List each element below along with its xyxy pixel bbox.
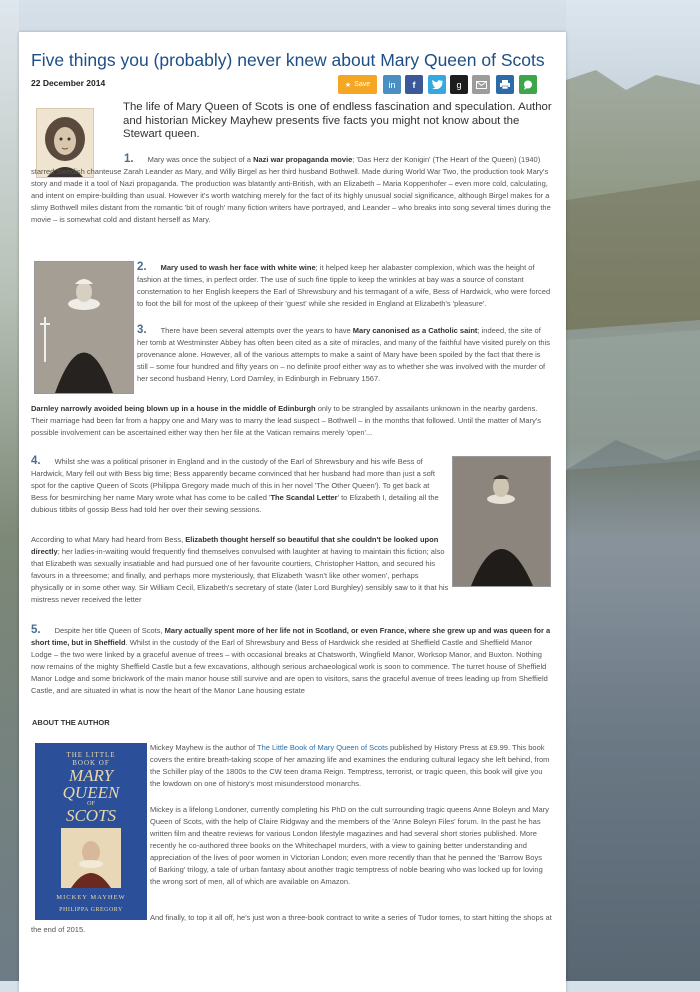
about-paragraph-3	[31, 912, 553, 936]
about-paragraph-1	[150, 742, 550, 790]
portrait-engraving	[453, 457, 550, 586]
fact-text: ' to Elizabeth I, detailing all the dubious titbits of gossip Bess had told her over their sewing sessions.	[31, 493, 439, 514]
chat-icon	[523, 80, 533, 90]
email-icon	[476, 81, 487, 89]
book-cover-line: SCOTS	[65, 806, 117, 825]
fact-highlight: Nazi war propaganda movie	[253, 155, 353, 164]
book-cover-author: MICKEY MAYHEW	[56, 894, 126, 901]
fact-text: ; 'Das Herz der Konigin' (The Heart of the Queen) (1940) starred Swedish chanteuse Zarah Leander as Mary, and Willy Birgel as her third husband Bothwell. Made during World War Two, the production took Mary's story and made it a tool of Nazi propaganda. The production was blatantly anti-British, with an Elizabeth – Maria Koppenhofer – even more cold, calculating, and intent on empire-building than usual. However it's worth watching merely for the fact of its highly unusual social significance, although Birgel makes for a slimy Bothwell miles distant from the romantic 'bit of rough' many fiction writers have portrayed, and Leander – who breaks into song several times during the movie – is somewhat cold and distant herself as Mary.	[31, 155, 551, 224]
email-share-button[interactable]	[472, 75, 490, 94]
comment-button[interactable]	[519, 75, 537, 94]
save-label: Save	[354, 81, 371, 88]
book-cover-line: OF	[87, 801, 95, 807]
fact-2	[137, 261, 553, 310]
fact-4	[31, 455, 443, 516]
fact-highlight: The Scandal Letter	[270, 493, 338, 502]
article-title: Five things you (probably) never knew about Mary Queen of Scots	[31, 50, 545, 70]
mary-seated-portrait-image	[452, 456, 551, 587]
fact-highlight: Elizabeth thought herself so beautiful that she couldn't be looked upon directly	[31, 535, 439, 556]
fact-text: Whilst she was a political prisoner in England and in the custody of the Earl of Shrewsbury and his wife Bess of Hardwick, Mary fell out with Bess big time; Bess apparently became convinced that her husband had more than just a soft spot for the captive Queen of Scots (Philippa Gregory made much of this in her novel 'The Other Queen'). To get back at Bess for besmirching her name Mary wrote what has come to be called '	[31, 457, 435, 502]
about-paragraph-2	[150, 804, 550, 888]
fact-number: 4.	[31, 455, 41, 467]
book-cover-image	[35, 743, 147, 920]
twitter-icon	[432, 80, 443, 89]
fact-1	[31, 153, 553, 226]
fact-text: ; it helped keep her alabaster complexion, which was the height of fashion at the times, in perfect order. The use of such fine tipple to keep the wrinkles at bay was a source of constant consternation to her English keepers the Earl of Shrewsbury and his termagant of a wife, Bess of Hardwick, who were forced to foot the bill for most of the upkeep of their 'guest' while she resided in England at Elizabeth's 'pleasure'.	[137, 263, 551, 308]
article-intro: The life of Mary Queen of Scots is one of endless fascination and speculation. Author and historian Mickey Mayhew presents five facts you might not know about the Stewart queen.	[123, 101, 552, 140]
fact-highlight: Mary used to wash her face with white wine	[160, 263, 316, 272]
fact-number: 3.	[137, 324, 147, 336]
fact-text: . Whilst in the custody of the Earl of Shrewsbury and Bess of Hardwick she resided at Sheffield Castle and Sheffield Manor Lodge – the two were linked by a graceful avenue of trees – with occasional breaks at Chatsworth, Wingfield Manor, Worksop Manor, and Buxton. Nothing now remains of the mighty Sheffield Castle but a few excavations, although serious archaeological work is soon to commence. The turret house of Sheffield Manor Lodge and some brickwork of the main manor house still survive and are open to visitors, sans the graceful avenue of trees leading up from Sheffield Castle, and are situated in what is now the heart of the Manor Lane housing estate	[31, 638, 548, 695]
fact-text: ; her ladies-in-waiting would frequently find themselves convulsed with laughter at having to maintain this fiction; also that Elizabeth was sexually insatiable and had pursued one of her favourite courtiers, Christopher Hatton, and secured his favours in a threesome; and finally, and perhaps more mysteriously, that Elizabeth 'wasn't like other women', perhaps physically or in some other way. Sir William Cecil, Elizabeth's secretary of state (later Lord Burghley) sensibly saw to it that his mistress never received the letter	[31, 547, 449, 604]
google-plus-share-button[interactable]	[450, 75, 468, 94]
landscape-art	[566, 0, 700, 981]
mary-white-ruff-portrait-image	[34, 261, 134, 394]
fact-highlight: Mary actually spent more of her life not in Scotland, or even France, where she grew up and was queen for a short time, but in Sheffield	[31, 626, 551, 647]
fact-text: According to what Mary had heard from Bess,	[31, 535, 186, 544]
print-button[interactable]	[496, 75, 514, 94]
fact-number: 1.	[124, 153, 134, 165]
linkedin-icon: in	[388, 79, 396, 90]
about-text: Mickey Mayhew is the author of	[150, 743, 257, 752]
fact-text: ; indeed, the site of her tomb at Westminster Abbey has often been cited as a site of miracles, and many of the faithful have visited purely on this provenance alone. However, all of the various attempts to make a saint of Mary have been spoiled by the fact that there is still – some four hundred and fifty years on – no definite proof either way as to whether she was involved with the murder of her second husband Henry, Lord Darnley, in Edinburgh in February 1567.	[137, 326, 550, 383]
book-cover-line: MARY	[68, 766, 114, 785]
book-cover-line: BOOK OF	[72, 759, 110, 767]
fact-highlight: Darnley narrowly avoided being blown up in a house in the middle of Edinburgh	[31, 404, 316, 413]
fact-text: Despite her title Queen of Scots,	[54, 626, 165, 635]
fact-text: There have been several attempts over the years to have	[160, 326, 353, 335]
book-cover-line: QUEEN	[62, 783, 120, 802]
twitter-share-button[interactable]	[428, 75, 446, 94]
about-author-heading: ABOUT THE AUTHOR	[32, 718, 110, 727]
linkedin-share-button[interactable]	[383, 75, 401, 94]
about-text: And finally, to top it all off, he's just won a three-book contract to write a series of Tudor tomes, to start hitting the shops at the end of 2015.	[31, 913, 552, 934]
portrait-engraving	[35, 262, 133, 393]
background-landscape	[566, 0, 700, 981]
about-text: Mickey is a lifelong Londoner, currently completing his PhD on the cult surrounding tragic queens Anne Boleyn and Mary Queen of Scots, with the help of Claire Ridgway and the members of the 'Anne Boleyn Files' forum. In the past he has written film and theatre reviews for various London lifestyle magazines and had several short stories published. More recently he co-authored three books on the Whitechapel murders, with a view to gaining better understanding and appreciation of the lives of poor women in Victorian London; even more recently than that he penned the 'Barrow Boys of Barking' trilogy, a tale of urban fantasy about another tragic temptress of noble bearing who was locked up for loving the wrong sort of men, all of which are available on Amazon.	[150, 805, 549, 886]
fact-highlight: Mary canonised as a Catholic saint	[352, 326, 478, 335]
fact-3	[137, 324, 553, 385]
fact-5	[31, 624, 553, 697]
article-card	[19, 32, 566, 992]
google-plus-icon: g	[456, 79, 462, 90]
fact-number: 5.	[31, 624, 41, 636]
fact-text: only to be strangled by assailants unknown in the nearby gardens. Their marriage had been far from a happy one and Mary was to marry the lead suspect – Bothwell – in the months that followed. Until the matter of Mary's possible involvement can be ascertained either way then her file at the Vatican remains merely 'open'...	[31, 404, 542, 437]
facebook-share-button[interactable]	[405, 75, 423, 94]
fact-3-continued	[31, 403, 553, 439]
book-link[interactable]: The Little Book of Mary Queen of Scots	[257, 743, 388, 752]
about-text: published by History Press at £9.99. This book covers the entire breath-taking scope of her amazing life and examines the enduring cultural legacy she left behind, from the Schiller play of the 1800s to the CW teen drama Reign. Temptress, terrorist, or tragic queen, this book will give you the lowdown on one of history's most misunderstood monarchs.	[150, 743, 550, 788]
background-left	[0, 0, 19, 981]
fact-4-continued	[31, 534, 449, 606]
print-icon	[500, 80, 510, 89]
fact-text: Mary was once the subject of a	[147, 155, 254, 164]
article-date: 22 December 2014	[31, 78, 106, 88]
fact-number: 2.	[137, 261, 147, 273]
facebook-icon: f	[412, 79, 416, 90]
book-cover-portrait	[61, 828, 121, 888]
book-cover-line: THE LITTLE	[66, 751, 116, 759]
save-button[interactable]	[338, 75, 377, 94]
star-icon: ★	[344, 81, 352, 89]
book-cover-foreword: PHILIPPA GREGORY	[59, 907, 123, 913]
